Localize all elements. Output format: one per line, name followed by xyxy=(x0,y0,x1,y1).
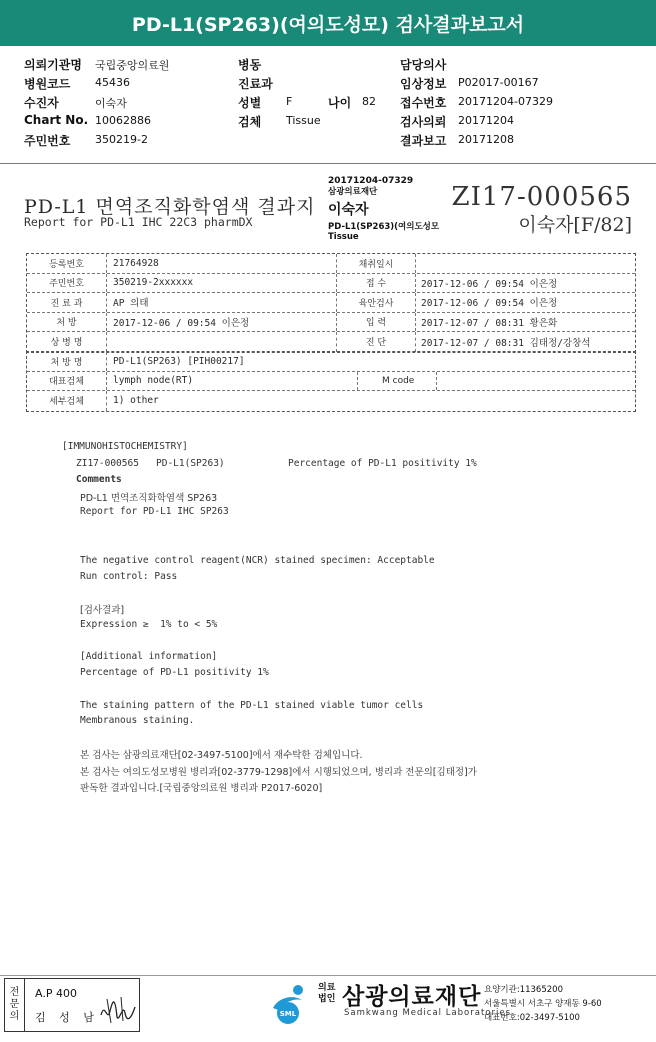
chart-label: Chart No. xyxy=(24,113,89,127)
table-row xyxy=(27,313,635,333)
sticker-number: 20171204-07329 xyxy=(328,176,414,186)
org-code: 요양기관:11365200 xyxy=(484,985,563,995)
institution-label: 의뢰기관명 xyxy=(24,58,82,72)
stamp-name: 김 성 남 xyxy=(35,1011,99,1024)
scan-subtitle: Report for PD-L1 IHC 22C3 pharmDX xyxy=(24,215,253,229)
footer-divider xyxy=(0,975,656,976)
table-row xyxy=(27,293,635,313)
table-row xyxy=(27,254,635,274)
cell-value: 2017-12-06 / 09:54 이은정 xyxy=(421,278,558,290)
result-id: ZI17-000565 xyxy=(76,458,139,469)
sticker-name: 이숙자 xyxy=(328,202,369,218)
cell-label: 주민번호 xyxy=(27,274,107,293)
pathology-patient: 이숙자[F/82] xyxy=(518,214,632,236)
cell-label: 입 력 xyxy=(336,313,416,332)
cell-value: 2017-12-06 / 09:54 이은정 xyxy=(113,317,250,329)
cell-value: 2017-12-06 / 09:54 이은정 xyxy=(421,298,558,310)
staining-line: The staining pattern of the PD-L1 stained viable tumor cells xyxy=(80,700,424,711)
table-row xyxy=(27,352,635,372)
clinical-value: P02017-00167 xyxy=(458,76,539,89)
table-row xyxy=(27,372,635,392)
hospital-code-value: 45436 xyxy=(95,76,130,89)
additional-heading: [Additional information] xyxy=(80,651,218,662)
request-label: 검사의뢰 xyxy=(400,115,447,129)
resident-value: 350219-2 xyxy=(95,133,148,146)
result-percentage: Percentage of PD-L1 positivity 1% xyxy=(288,458,477,469)
sex-value: F xyxy=(286,95,293,108)
report-title: PD-L1(SP263)(여의도성모) 검사결과보고서 xyxy=(131,13,525,36)
cell-label: 진 료 과 xyxy=(27,293,107,312)
cell-label: 채취일시 xyxy=(336,254,416,273)
cell-value: PD-L1(SP263) [PIH00217] xyxy=(113,355,245,367)
comments-label: Comments xyxy=(76,474,122,485)
specimen-sticker xyxy=(328,176,468,242)
svg-text:SML: SML xyxy=(279,1010,297,1018)
cell-label: M code xyxy=(357,372,437,391)
cell-label: 처 방 명 xyxy=(27,352,107,371)
clinical-label: 임상정보 xyxy=(400,77,447,91)
cell-label: 진 단 xyxy=(336,332,416,352)
note-line: 판독한 결과입니다.[국립중앙의료원 병리과 P2017-6020] xyxy=(80,783,323,794)
request-value: 20171204 xyxy=(458,114,514,127)
hospital-code-label: 병원코드 xyxy=(24,77,71,91)
stamp-side-label: 전 문 의 xyxy=(5,979,25,1031)
ward-label: 병동 xyxy=(238,58,262,72)
report-label: 결과보고 xyxy=(400,134,447,148)
table-row xyxy=(27,391,635,411)
age-value: 82 xyxy=(362,95,376,108)
signature-icon xyxy=(97,993,137,1027)
cell-value: 2017-12-07 / 08:31 김태정/강창석 xyxy=(421,337,591,349)
additional-percentage: Percentage of PD-L1 positivity 1% xyxy=(80,667,269,678)
cell-label: 접 수 xyxy=(336,274,416,293)
pathologist-stamp xyxy=(4,978,140,1032)
patient-label: 수진자 xyxy=(24,96,59,110)
table-row xyxy=(27,274,635,294)
pathology-number: ZI17-000565 xyxy=(451,182,632,212)
receipt-label: 접수번호 xyxy=(400,96,447,110)
sticker-org: 삼광의료재단 xyxy=(328,187,378,197)
sex-label: 성별 xyxy=(238,96,262,110)
org-address: 서울특별시 서초구 양재동 9-60 xyxy=(484,999,602,1009)
cell-value: 21764928 xyxy=(113,257,159,269)
patient-value: 이숙자 xyxy=(95,97,127,110)
patient-info-panel xyxy=(0,52,656,162)
doctor-label: 담당의사 xyxy=(400,58,447,72)
table-row xyxy=(27,332,635,352)
cell-value: 2017-12-07 / 08:31 황은화 xyxy=(421,317,558,329)
age-label: 나이 xyxy=(328,96,352,110)
section-heading: [IMMUNOHISTOCHEMISTRY] xyxy=(62,441,188,452)
resident-label: 주민번호 xyxy=(24,134,71,148)
org-prefix: 의료 법인 xyxy=(318,983,336,1004)
cell-label: 상 병 명 xyxy=(27,332,107,352)
cell-value: 1) other xyxy=(113,395,159,407)
cell-label: 대표검체 xyxy=(27,372,107,391)
org-phone: 대표번호:02-3497-5100 xyxy=(484,1013,580,1023)
cell-label: 등록번호 xyxy=(27,254,107,273)
org-contact-info xyxy=(484,983,602,1025)
note-line: 본 검사는 여의도성모병원 병리과[02-3779-1298]에서 시행되었으며, 병리과 전문의[김태정]가 xyxy=(80,767,477,778)
cell-label: 육안검사 xyxy=(336,293,416,312)
cell-value: AP 의태 xyxy=(113,298,149,310)
ncr-line: The negative control reagent(NCR) stained specimen: Acceptable xyxy=(80,555,435,566)
stamp-ap-number: A.P 400 xyxy=(35,987,77,1000)
order-table xyxy=(26,351,636,412)
note-line: 본 검사는 삼광의료재단[02-3497-5100]에서 재수탁한 검체입니다. xyxy=(80,750,363,761)
report-title-bar xyxy=(0,0,656,46)
comment-line: PD-L1 면역조직화학염색 SP263 xyxy=(80,493,218,504)
specimen-label: 검체 xyxy=(238,115,262,129)
institution-value: 국립중앙의료원 xyxy=(95,59,170,72)
cell-label: 처 방 xyxy=(27,313,107,332)
staining-line: Membranous staining. xyxy=(80,715,195,726)
result-test: PD-L1(SP263) xyxy=(156,458,225,469)
scanned-report xyxy=(0,164,656,974)
receipt-value: 20171204-07329 xyxy=(458,95,553,108)
org-name: 삼광의료재단 xyxy=(342,984,482,1010)
result-heading: [검사결과] xyxy=(80,605,125,616)
cell-label: 세부검체 xyxy=(27,391,107,411)
scan-title: PD-L1 면역조직화학염색 결과지 xyxy=(24,196,316,218)
specimen-value: Tissue xyxy=(286,114,321,127)
cell-value xyxy=(421,254,635,273)
run-control-line: Run control: Pass xyxy=(80,571,178,582)
chart-value: 10062886 xyxy=(95,114,151,127)
registration-table xyxy=(26,253,636,353)
cell-value xyxy=(113,332,331,352)
sticker-test: PD-L1(SP263)(여의도성모 xyxy=(328,222,440,232)
org-english-name: Samkwang Medical Laboratories xyxy=(344,1008,512,1018)
report-value: 20171208 xyxy=(458,133,514,146)
sml-logo-icon xyxy=(270,980,310,1026)
dept-label: 진료과 xyxy=(238,77,273,91)
cell-value: 350219-2xxxxxx xyxy=(113,277,194,289)
comment-line: Report for PD-L1 IHC SP263 xyxy=(80,506,229,517)
expression-line: Expression ≥ 1% to < 5% xyxy=(80,619,218,630)
cell-value: lymph node(RT) xyxy=(113,375,194,387)
sticker-specimen: Tissue xyxy=(328,232,359,242)
